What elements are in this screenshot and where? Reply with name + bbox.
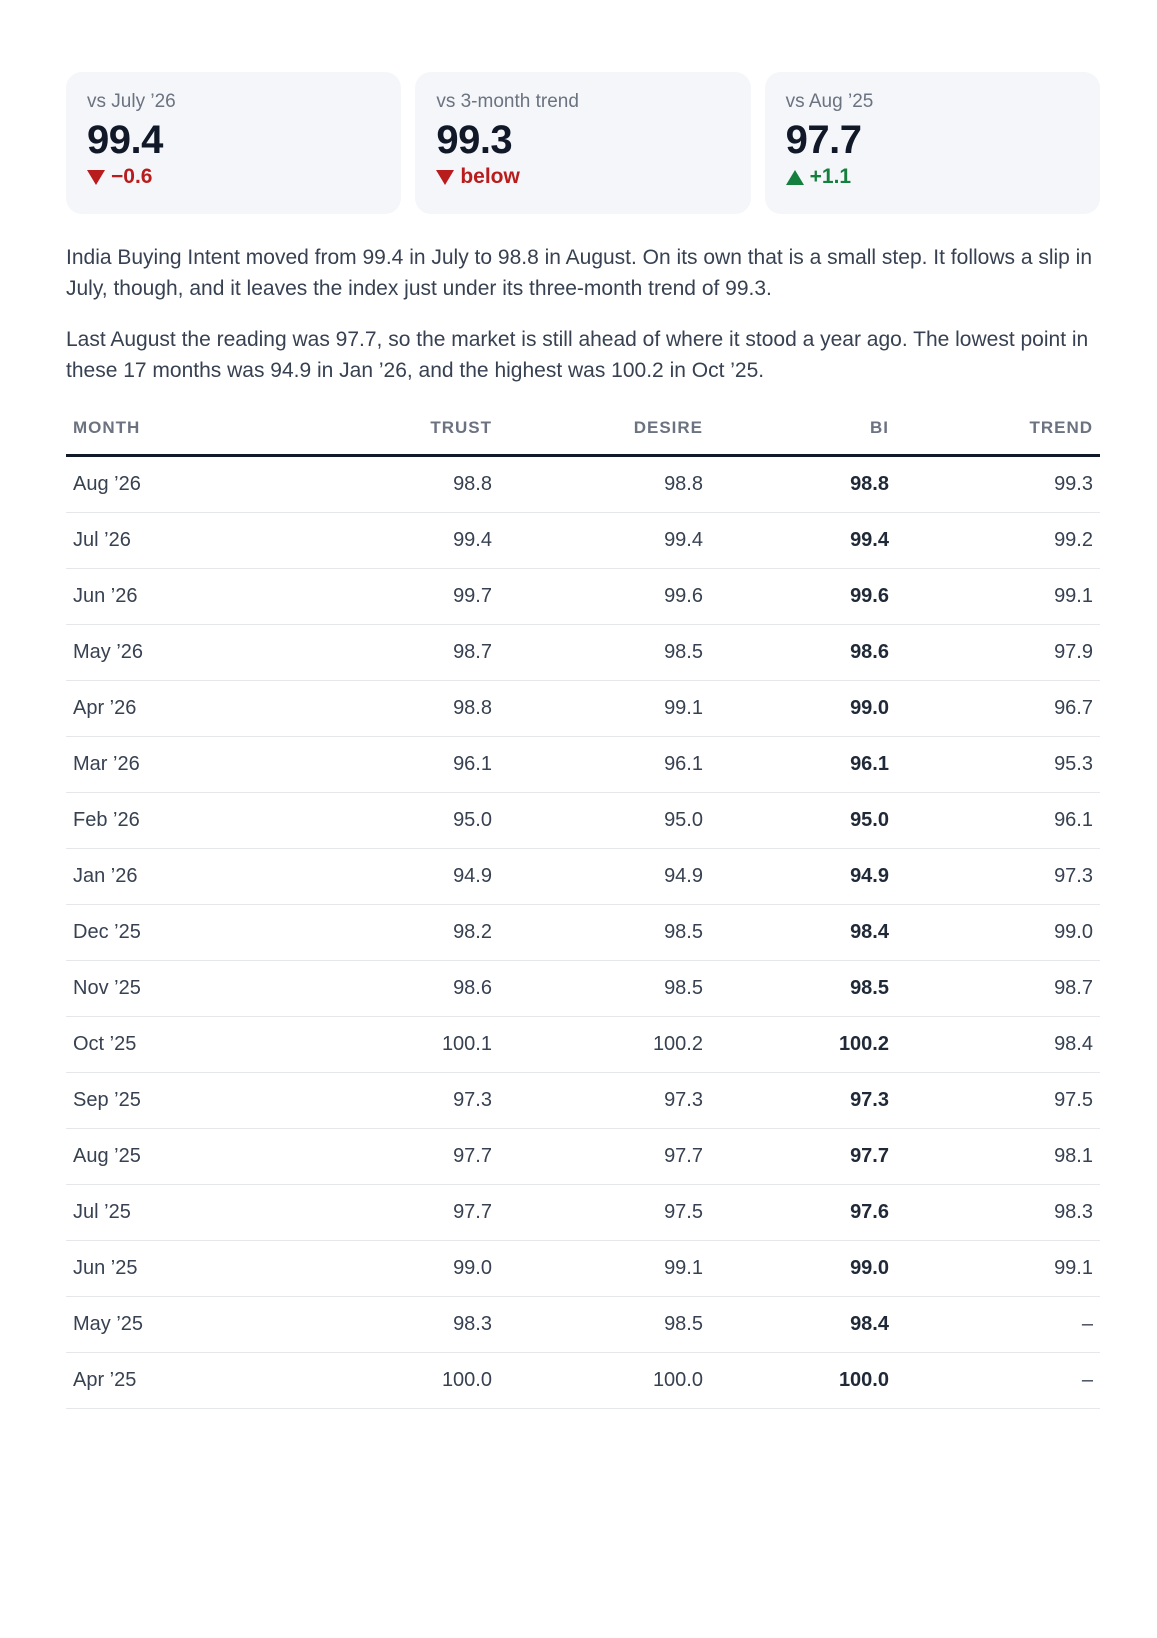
cell-desire: 99.4 [499,513,710,569]
summary-paragraph: India Buying Intent moved from 99.4 in July to 98.8 in August. On its own that is a small step. It follows a slip in July, though, and it leaves the index just under its three-month trend of 99.3. [66,246,1093,300]
table-row [66,1129,1100,1185]
cell-trust: 97.7 [299,1185,499,1241]
cell-desire: 98.5 [499,625,710,681]
cell-trust: 97.7 [299,1129,499,1185]
triangle-down-icon [87,170,105,185]
table-row [66,456,1100,513]
cell-trend: 98.7 [896,961,1100,1017]
kpi-card-vs-previous-month [66,72,401,214]
table-row [66,681,1100,737]
cell-bi: 97.6 [710,1185,896,1241]
cell-desire: 98.5 [499,1297,710,1353]
kpi-value: 99.4 [87,118,163,162]
cell-trust: 98.7 [299,625,499,681]
cell-month: Dec ’25 [66,905,299,961]
triangle-down-icon [436,170,454,185]
cell-bi: 95.0 [710,793,896,849]
cell-trend: 97.3 [896,849,1100,905]
table-row [66,1185,1100,1241]
table-row [66,737,1100,793]
cell-desire: 98.5 [499,961,710,1017]
table-row [66,905,1100,961]
cell-bi: 99.0 [710,1241,896,1297]
cell-month: May ’26 [66,625,299,681]
cell-bi: 98.5 [710,961,896,1017]
cell-desire: 99.1 [499,1241,710,1297]
triangle-up-icon [786,170,804,185]
cell-trend: 98.3 [896,1185,1100,1241]
cell-trend: 99.0 [896,905,1100,961]
cell-trend: 97.9 [896,625,1100,681]
cell-desire: 98.8 [499,456,710,513]
cell-trust: 99.4 [299,513,499,569]
cell-trust: 95.0 [299,793,499,849]
cell-bi: 99.0 [710,681,896,737]
cell-bi: 97.3 [710,1073,896,1129]
table-row [66,1017,1100,1073]
cell-month: Nov ’25 [66,961,299,1017]
cell-month: May ’25 [66,1297,299,1353]
table-row [66,961,1100,1017]
cell-trend: 98.1 [896,1129,1100,1185]
kpi-card-vs-trend [415,72,750,214]
kpi-delta-text: −0.6 [111,165,153,188]
monthly-index-table [66,410,1100,1409]
cell-trend: 99.2 [896,513,1100,569]
cell-trend: 98.4 [896,1017,1100,1073]
cell-desire: 100.2 [499,1017,710,1073]
cell-trend: 97.5 [896,1073,1100,1129]
table-header-row [66,410,1100,456]
column-header-month: MONTH [66,410,299,456]
cell-trend: – [896,1353,1100,1409]
cell-desire: 100.0 [499,1353,710,1409]
cell-bi: 100.0 [710,1353,896,1409]
kpi-delta [87,164,381,190]
report-page [66,72,1100,1409]
cell-trust: 98.2 [299,905,499,961]
cell-bi: 97.7 [710,1129,896,1185]
table-row [66,849,1100,905]
table-row [66,1297,1100,1353]
table-body [66,456,1100,1409]
kpi-delta [786,164,1080,190]
cell-trust: 98.8 [299,681,499,737]
cell-trust: 98.3 [299,1297,499,1353]
kpi-label: vs 3-month trend [436,91,579,112]
cell-month: Jun ’26 [66,569,299,625]
cell-trust: 97.3 [299,1073,499,1129]
cell-month: Apr ’26 [66,681,299,737]
cell-desire: 99.1 [499,681,710,737]
cell-bi: 98.8 [710,456,896,513]
cell-trust: 98.8 [299,456,499,513]
kpi-cards [66,72,1100,214]
table-row [66,513,1100,569]
cell-month: Jun ’25 [66,1241,299,1297]
cell-bi: 98.4 [710,1297,896,1353]
kpi-value: 99.3 [436,118,513,162]
table-row [66,1073,1100,1129]
kpi-label: vs July ’26 [87,91,176,112]
cell-bi: 100.2 [710,1017,896,1073]
cell-trust: 98.6 [299,961,499,1017]
table-row [66,569,1100,625]
cell-trust: 100.1 [299,1017,499,1073]
cell-trend: 96.7 [896,681,1100,737]
cell-desire: 96.1 [499,737,710,793]
cell-month: Aug ’26 [66,456,299,513]
cell-month: Sep ’25 [66,1073,299,1129]
cell-month: Apr ’25 [66,1353,299,1409]
cell-trend: 95.3 [896,737,1100,793]
cell-bi: 99.6 [710,569,896,625]
table-row [66,1353,1100,1409]
kpi-label: vs Aug ’25 [785,91,874,112]
cell-desire: 98.5 [499,905,710,961]
cell-trend: – [896,1297,1100,1353]
table-row [66,793,1100,849]
cell-trend: 96.1 [896,793,1100,849]
column-header-trend: TREND [896,410,1100,456]
column-header-bi: BI [710,410,896,456]
cell-month: Jul ’25 [66,1185,299,1241]
cell-desire: 99.6 [499,569,710,625]
kpi-delta [436,164,730,190]
cell-desire: 94.9 [499,849,710,905]
column-header-desire: DESIRE [499,410,710,456]
cell-desire: 97.3 [499,1073,710,1129]
cell-month: Oct ’25 [66,1017,299,1073]
cell-bi: 94.9 [710,849,896,905]
cell-trust: 94.9 [299,849,499,905]
cell-trend: 99.1 [896,569,1100,625]
cell-bi: 99.4 [710,513,896,569]
cell-month: Mar ’26 [66,737,299,793]
cell-trust: 99.0 [299,1241,499,1297]
cell-trend: 99.1 [896,1241,1100,1297]
cell-trust: 100.0 [299,1353,499,1409]
table-row [66,1241,1100,1297]
cell-desire: 97.5 [499,1185,710,1241]
cell-desire: 95.0 [499,793,710,849]
cell-month: Jan ’26 [66,849,299,905]
kpi-delta-text: +1.1 [809,165,852,188]
cell-month: Aug ’25 [66,1129,299,1185]
kpi-card-vs-last-year [765,72,1100,214]
summary-paragraph: Last August the reading was 97.7, so the market is still ahead of where it stood a year ago. The lowest point in these 17 months was 94.9 in Jan ’26, and the highest was 100.2 in Oct ’25. [66,328,1089,382]
cell-trust: 96.1 [299,737,499,793]
cell-desire: 97.7 [499,1129,710,1185]
table-row [66,625,1100,681]
kpi-delta-text: below [460,165,520,188]
cell-bi: 96.1 [710,737,896,793]
cell-month: Jul ’26 [66,513,299,569]
cell-trust: 99.7 [299,569,499,625]
cell-bi: 98.6 [710,625,896,681]
cell-bi: 98.4 [710,905,896,961]
cell-month: Feb ’26 [66,793,299,849]
cell-trend: 99.3 [896,456,1100,513]
kpi-value: 97.7 [785,118,862,162]
column-header-trust: TRUST [299,410,499,456]
